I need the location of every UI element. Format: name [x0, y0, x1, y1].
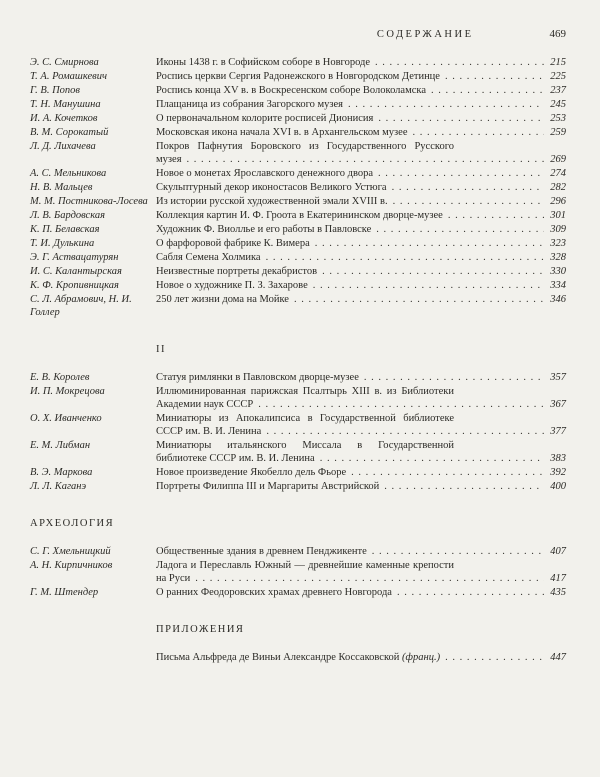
toc-entry [30, 466, 566, 479]
entry-title: Неизвестные портреты декабристов [156, 266, 318, 277]
entry-author: С. Г. Хмельницкий [30, 546, 111, 557]
folio-page-number: 469 [549, 28, 566, 40]
entry-page-number: 269 [544, 153, 566, 166]
toc-entry [30, 439, 566, 465]
entry-title: 250 лет жизни дома на Мойке [156, 294, 289, 305]
toc-entry [30, 586, 566, 599]
entry-title-block [156, 126, 566, 139]
running-head [30, 28, 566, 41]
entry-title: Покров Пафнутия Боровского из Государственного Русского музея [156, 141, 454, 165]
entry-title-line [156, 56, 566, 69]
entry-title-line [156, 545, 566, 558]
toc-entry [30, 251, 566, 264]
entry-page-number: 259 [544, 126, 566, 139]
entry-author: Л. В. Бардовская [30, 210, 106, 221]
entry-title: Сабля Семена Холмика [156, 252, 261, 263]
entry-page-number: 282 [544, 181, 566, 194]
toc-entry [30, 209, 566, 222]
entry-title: Иконы 1438 г. в Софийском соборе в Новгороде [156, 57, 371, 68]
entry-title-block [156, 112, 566, 125]
entry-title: О ранних Феодоровских храмах древнего Новгорода [156, 587, 392, 598]
entry-title: Миниатюры итальянского Миссала в Государственной библиотеке СССР им. В. И. Ленина [156, 440, 454, 464]
entry-page-number: 346 [544, 293, 566, 306]
entry-page-number: 330 [544, 265, 566, 278]
entry-author: К. Ф. Кропивницкая [30, 280, 119, 291]
entry-title-line [156, 439, 566, 465]
entry-title-line [156, 480, 566, 493]
entry-author: А. С. Мельникова [30, 168, 107, 179]
toc-entry [30, 140, 566, 166]
toc-entry [30, 84, 566, 97]
entry-author: М. М. Постникова-Лосева [30, 196, 148, 207]
entry-title-line [156, 293, 566, 306]
entry-page-number: 323 [544, 237, 566, 250]
entry-page-number: 447 [544, 651, 566, 664]
entry-title: Роспись церкви Сергия Радонежского в Новгородском Детинце [156, 71, 440, 82]
running-title: СОДЕРЖАНИЕ [376, 29, 474, 40]
entry-title: О фарфоровой фабрике К. Вимера [156, 238, 310, 249]
entry-title-line [156, 279, 566, 292]
entry-page-number: 225 [544, 70, 566, 83]
entry-title-block [156, 586, 566, 599]
toc-entry [30, 223, 566, 236]
section-heading: II [156, 344, 166, 355]
toc-entry [30, 265, 566, 278]
entry-author: Э. С. Смирнова [30, 57, 99, 68]
toc-entry [30, 545, 566, 558]
entry-title-line [156, 586, 566, 599]
entry-title: Скульптурный декор иконостасов Великого Устюга [156, 182, 387, 193]
entry-title-block [156, 412, 566, 438]
toc-entry [30, 181, 566, 194]
entry-author: Л. Д. Лихачева [30, 141, 96, 152]
entry-title: Статуя римлянки в Павловском дворце-музее [156, 372, 359, 383]
toc-entry [30, 56, 566, 69]
entry-title-line [156, 84, 566, 97]
entry-title: Плащаница из собрания Загорского музея [156, 99, 344, 110]
entry-page-number: 400 [544, 480, 566, 493]
entry-title-block [156, 265, 566, 278]
toc-entry [30, 480, 566, 493]
entry-title-line [156, 223, 566, 236]
entry-title-block [156, 251, 566, 264]
entry-page-number: 253 [544, 112, 566, 125]
entry-title-block [156, 167, 566, 180]
entry-title-line [156, 126, 566, 139]
toc-entry [30, 371, 566, 384]
entry-author: Э. Г. Аствацатурян [30, 252, 119, 263]
entry-title-line [156, 237, 566, 250]
entry-author: О. Х. Иванченко [30, 413, 102, 424]
toc-entry [30, 237, 566, 250]
entry-page-number: 377 [544, 425, 566, 438]
entry-title-block [156, 385, 566, 411]
entry-author: К. П. Белавская [30, 224, 100, 235]
entry-title-block [156, 209, 566, 222]
entry-author: И. П. Мокрецова [30, 386, 105, 397]
entry-page-number: 407 [544, 545, 566, 558]
entry-page-number: 357 [544, 371, 566, 384]
toc-entry [30, 293, 566, 319]
entry-title-line [156, 140, 566, 166]
entry-title-line [156, 181, 566, 194]
entry-title-block [156, 70, 566, 83]
entry-author: Т. А. Ромашкевич [30, 71, 107, 82]
toc-entry [30, 98, 566, 111]
entry-title: Художник Ф. Виоллье и его работы в Павловске [156, 224, 372, 235]
entry-title: Миниатюры из Апокалипсиса в Государственной библиотеке СССР им. В. И. Ленина [156, 413, 454, 437]
entry-author: Г. М. Штендер [30, 587, 99, 598]
entry-author: Л. Л. Каганэ [30, 481, 87, 492]
entry-page-number: 417 [544, 572, 566, 585]
entry-title-line [156, 167, 566, 180]
entry-page-number: 435 [544, 586, 566, 599]
toc-entry [30, 112, 566, 125]
section-heading: ПРИЛОЖЕНИЯ [156, 624, 245, 635]
entry-title-line [156, 559, 566, 585]
entry-page-number: 367 [544, 398, 566, 411]
entry-author: Н. В. Мальцев [30, 182, 93, 193]
entry-title-block [156, 439, 566, 465]
entry-author: В. Э. Маркова [30, 467, 93, 478]
toc-entry [30, 279, 566, 292]
entry-author: Т. Н. Манушина [30, 99, 101, 110]
toc-entry [30, 126, 566, 139]
entry-author: С. Л. Абрамович, Н. И. Голлер [30, 294, 132, 318]
entry-page-number: 274 [544, 167, 566, 180]
entry-title-block [156, 293, 566, 306]
entry-title: Новое о монетах Ярославского денежного двора [156, 168, 374, 179]
section-heading: АРХЕОЛОГИЯ [30, 518, 115, 529]
entry-title-line [156, 251, 566, 264]
entry-title-line [156, 112, 566, 125]
entry-title-line [156, 265, 566, 278]
entry-author: Е. М. Либман [30, 440, 91, 451]
entry-title-line [156, 98, 566, 111]
toc-entry [30, 412, 566, 438]
entry-page-number: 296 [544, 195, 566, 208]
entry-title-block [156, 56, 566, 69]
entry-title-block [156, 98, 566, 111]
entry-title-line [156, 70, 566, 83]
entry-author: И. А. Кочетков [30, 113, 98, 124]
entry-title-block [156, 223, 566, 236]
entry-title: Иллюминированная парижская Псалтырь XIII в. из Библиотеки Академии наук СССР [156, 386, 454, 410]
toc-section [30, 517, 566, 599]
toc-entry [30, 559, 566, 585]
entry-author: А. Н. Кирпичников [30, 560, 113, 571]
entry-title-block [156, 237, 566, 250]
entry-title-line [156, 412, 566, 438]
toc-body [30, 56, 566, 664]
toc-entry [30, 651, 566, 664]
entry-title-line [156, 651, 566, 664]
entry-title-block [156, 466, 566, 479]
entry-title: Письма Альфреда де Виньи Александре Коссаковской [156, 652, 400, 663]
entry-title-line [156, 385, 566, 411]
entry-title-block [156, 651, 566, 664]
entry-page-number: 237 [544, 84, 566, 97]
entry-title-line [156, 371, 566, 384]
entry-title: Роспись конца XV в. в Воскресенском соборе Волоколамска [156, 85, 426, 96]
entry-author: Е. В. Королев [30, 372, 90, 383]
entry-page-number: 309 [544, 223, 566, 236]
entry-title-block [156, 559, 566, 585]
entry-title: Новое произведение Якобелло дель Фьоре [156, 467, 347, 478]
entry-language-note: (франц.) [402, 652, 441, 663]
toc-entry [30, 167, 566, 180]
entry-page-number: 328 [544, 251, 566, 264]
entry-title: О первоначальном колорите росписей Дионисия [156, 113, 374, 124]
entry-title-block [156, 140, 566, 166]
entry-page-number: 334 [544, 279, 566, 292]
entry-title-block [156, 181, 566, 194]
entry-title: Московская икона начала XVI в. в Архангельском музее [156, 127, 408, 138]
entry-title: Общественные здания в древнем Пенджикенте [156, 546, 367, 557]
entry-title-line [156, 209, 566, 222]
entry-page-number: 392 [544, 466, 566, 479]
entry-title-block [156, 480, 566, 493]
entry-title-line [156, 195, 566, 208]
entry-title: Ладога и Переславль Южный — древнейшие каменные крепости на Руси [156, 560, 454, 584]
toc-entry [30, 385, 566, 411]
entry-page-number: 301 [544, 209, 566, 222]
entry-title-line [156, 466, 566, 479]
toc-entry [30, 70, 566, 83]
entry-title: Из истории русской художественной эмали XVIII в. [156, 196, 388, 207]
entry-page-number: 245 [544, 98, 566, 111]
entry-page-number: 215 [544, 56, 566, 69]
entry-page-number: 383 [544, 452, 566, 465]
entry-title: Портреты Филиппа III и Маргариты Австрийской [156, 481, 380, 492]
entry-author: И. С. Калантырская [30, 266, 122, 277]
entry-author: Т. И. Дулькина [30, 238, 95, 249]
entry-author: Г. В. Попов [30, 85, 80, 96]
entry-title-block [156, 195, 566, 208]
toc-entry [30, 195, 566, 208]
toc-section [30, 343, 566, 493]
entry-title-block [156, 545, 566, 558]
entry-title: Новое о художнике П. З. Захарове [156, 280, 308, 291]
entry-author: В. М. Сорокатый [30, 127, 109, 138]
toc-section [30, 56, 566, 319]
entry-title-block [156, 84, 566, 97]
entry-title-block [156, 279, 566, 292]
toc-section [30, 623, 566, 664]
entry-title-block [156, 371, 566, 384]
entry-title: Коллекция картин И. Ф. Гроота в Екатерининском дворце-музее [156, 210, 443, 221]
